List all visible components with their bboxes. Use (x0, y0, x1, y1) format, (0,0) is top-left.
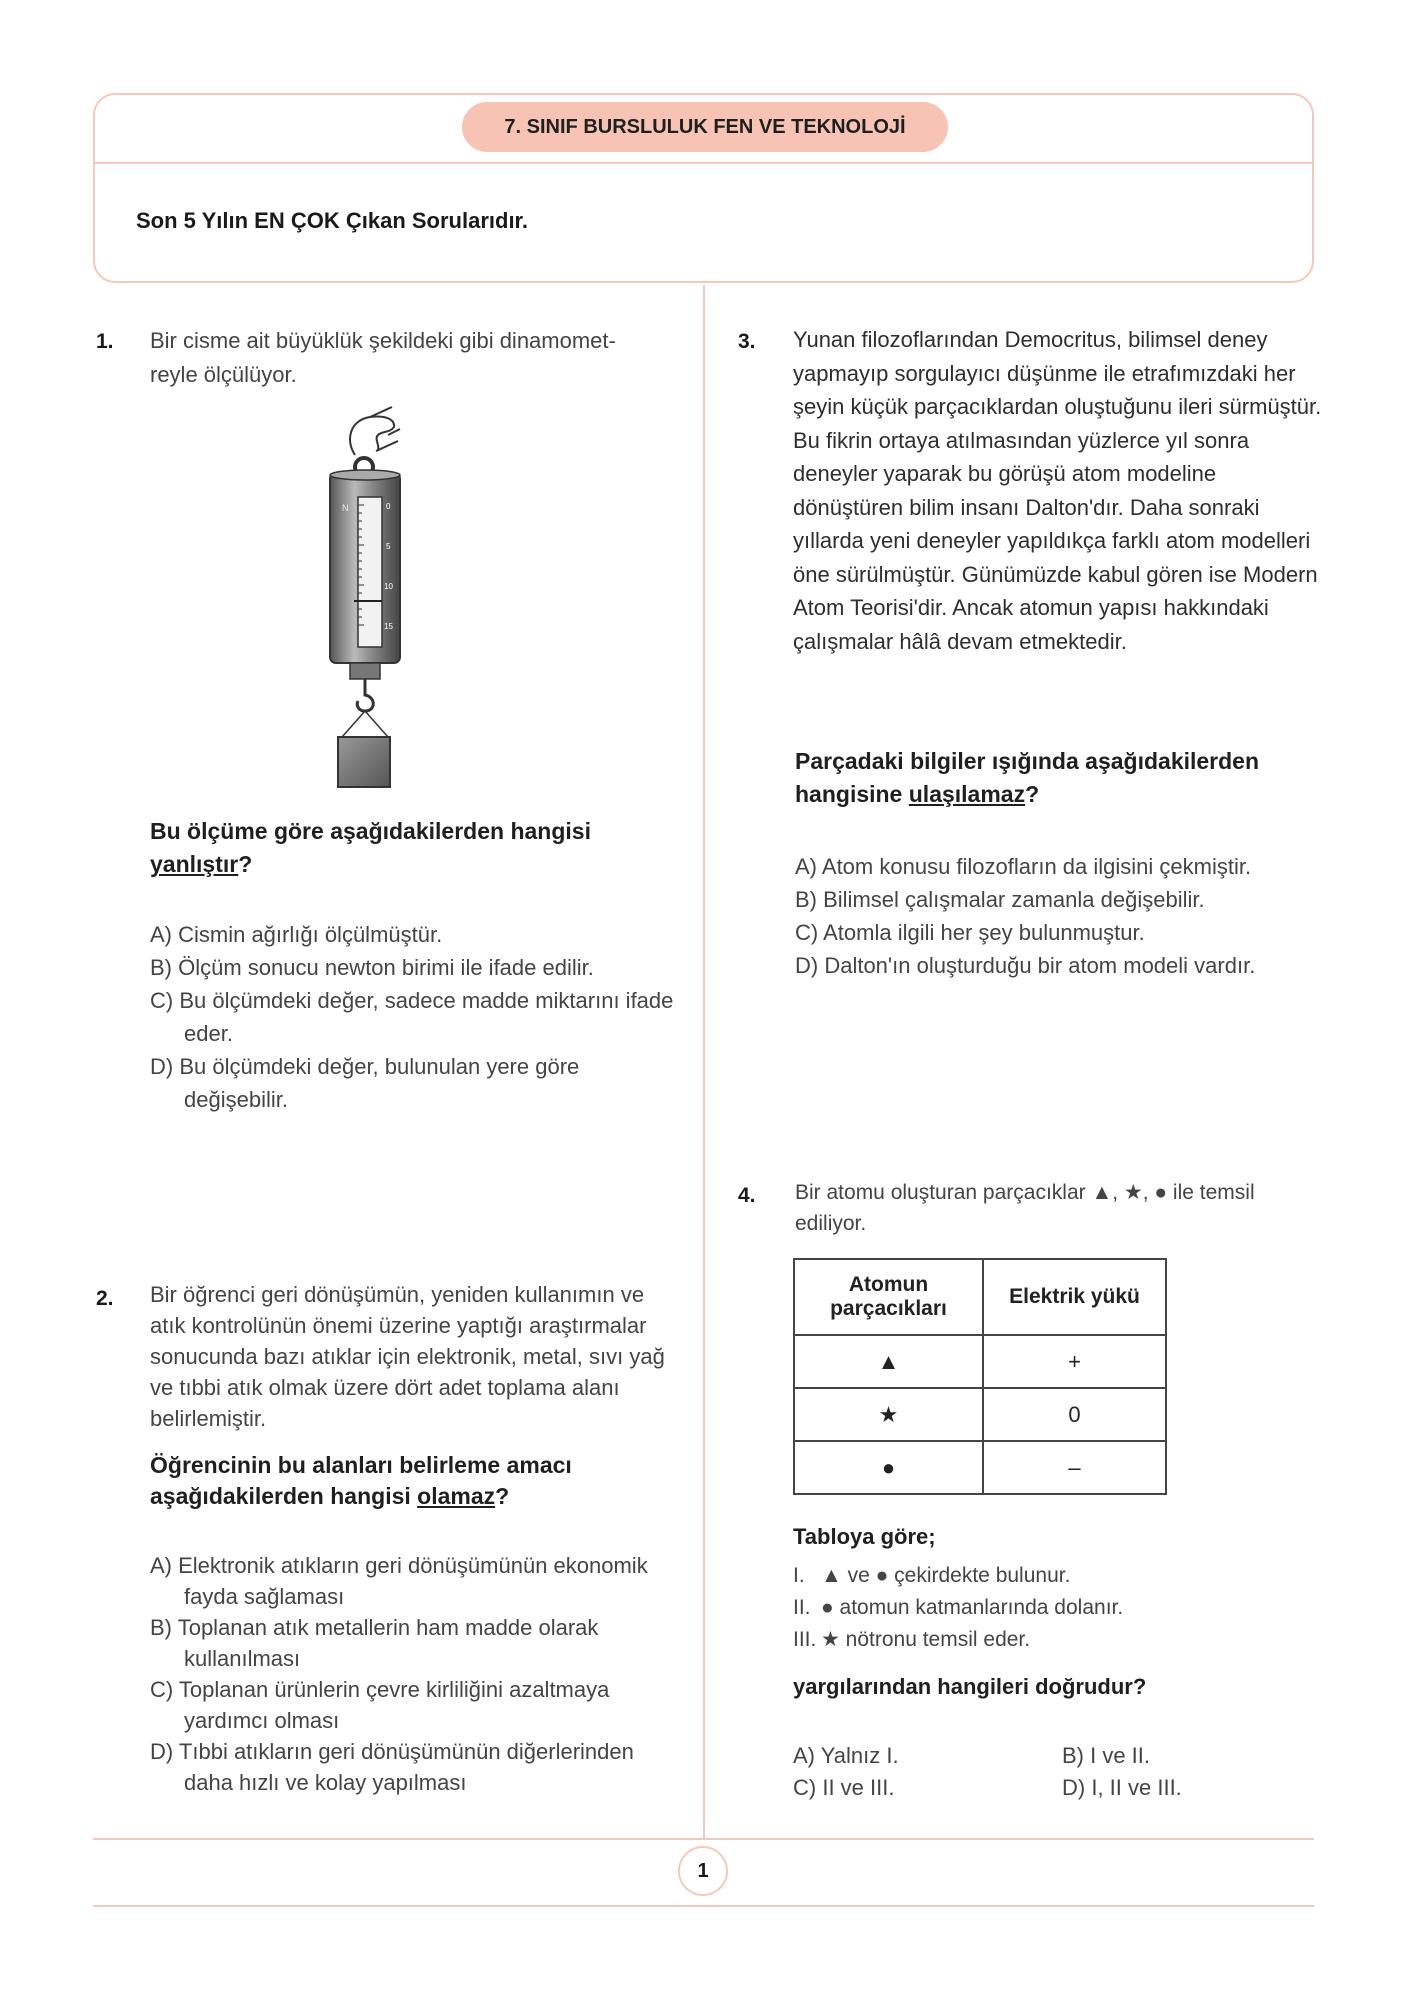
option-c[interactable]: C) II ve III. (793, 1775, 895, 1800)
question-prompt (795, 745, 1295, 811)
question-prompt-text: Bu ölçüme göre aşağıdakilerden hangisi (150, 818, 591, 844)
charge-value: 0 (983, 1388, 1166, 1441)
page-number: 1 (678, 1846, 728, 1896)
question-mark: ? (238, 851, 253, 877)
particle-symbol: ● (794, 1441, 983, 1494)
table-header: Atomun parçacıkları (794, 1259, 983, 1335)
answer-options (795, 850, 1315, 982)
hand-icon (350, 407, 400, 455)
table-header: Elektrik yükü (983, 1259, 1166, 1335)
statement-text: ● atomun katmanlarında dolanır. (821, 1596, 1124, 1619)
option-a[interactable]: A) Cismin ağırlığı ölçülmüştür. (150, 922, 443, 947)
question-text: Bir atomu oluşturan parçacıklar ▲, ★, ● ile temsil ediliyor. (795, 1181, 1255, 1235)
column-divider (703, 285, 705, 1840)
option-d[interactable]: D) Bu ölçümdeki değer, bulunulan yere göre değişebilir. (150, 1054, 580, 1112)
option-c[interactable]: C) Bu ölçümdeki değer, sadece madde miktarını ifade eder. (150, 988, 674, 1046)
question-text-line: Bir cisme ait büyüklük şekildeki gibi dinamomet- (150, 328, 616, 353)
page-subtitle: Son 5 Yılın EN ÇOK Çıkan Sorularıdır. (136, 208, 529, 233)
question-keyword: ulaşılamaz (908, 781, 1026, 807)
table-row (794, 1388, 1166, 1441)
question-prompt-text: Öğrencinin bu alanları belirleme amacı aşağıdakilerden hangisi (150, 1452, 572, 1509)
table-intro: Tabloya göre; (793, 1524, 936, 1549)
question-prompt (150, 1450, 675, 1512)
table-row (794, 1335, 1166, 1388)
roman-numeral: I. (793, 1564, 805, 1587)
dynamometer-figure (300, 405, 440, 805)
question-text: Bir öğrenci geri dönüşümün, yeniden kullanımın ve atık kontrolünün önemi üzerine yaptığı araştırmalar sonucunda bazı atıklar için elektronik, metal, sıvı yağ ve tıbbi atık olmak üzere dört adet toplama alanı belirlemiştir. (150, 1282, 665, 1431)
question-prompt-text: Parçadaki bilgiler ışığında aşağıdakilerden hangisine (795, 748, 1260, 807)
answer-options (150, 1550, 675, 1798)
option-b[interactable]: B) Ölçüm sonucu newton birimi ile ifade edilir. (150, 955, 594, 980)
scale-label: 5 (386, 542, 391, 551)
statement (793, 1624, 1313, 1656)
option-c[interactable]: C) Toplanan ürünlerin çevre kirliliğini azaltmaya yardımcı olması (150, 1677, 610, 1733)
statement (793, 1592, 1313, 1624)
scale-label: 10 (384, 582, 393, 591)
scale-label: 15 (384, 622, 393, 631)
option-b[interactable]: B) Bilimsel çalışmalar zamanla değişebilir. (795, 887, 1205, 912)
question-number: 4. (738, 1184, 756, 1207)
roman-numeral: III. (793, 1628, 817, 1651)
question-text (150, 324, 680, 391)
footer-divider (93, 1838, 1314, 1840)
statement-text: ▲ ve ● çekirdekte bulunur. (821, 1564, 1071, 1587)
question-prompt (150, 815, 670, 881)
footer-divider (93, 1905, 1314, 1907)
answer-options (150, 918, 680, 1116)
scale-unit-label: N (342, 503, 349, 513)
question-number: 1. (96, 330, 114, 353)
weight-block (338, 737, 390, 787)
option-a[interactable]: A) Yalnız I. (793, 1743, 899, 1768)
question-number: 3. (738, 330, 756, 353)
question-keyword: yanlıştır (150, 851, 239, 877)
option-d[interactable]: D) Tıbbi atıkların geri dönüşümünün diğerlerinden daha hızlı ve kolay yapılması (150, 1739, 634, 1795)
particle-symbol: ★ (794, 1388, 983, 1441)
question-mark: ? (495, 1483, 510, 1509)
statement-text: ★ nötronu temsil eder. (821, 1628, 1031, 1651)
option-b[interactable]: B) I ve II. (1062, 1743, 1151, 1768)
table-row (794, 1441, 1166, 1494)
header-divider (95, 162, 1312, 164)
scale-label: 0 (386, 502, 391, 511)
question-prompt: yargılarından hangileri doğrudur? (793, 1674, 1147, 1699)
particle-symbol: ▲ (794, 1335, 983, 1388)
page-title: 7. SINIF BURSLULUK FEN VE TEKNOLOJİ (462, 102, 948, 152)
option-d[interactable]: D) I, II ve III. (1062, 1775, 1182, 1800)
option-a[interactable]: A) Atom konusu filozofların da ilgisini çekmiştir. (795, 854, 1252, 879)
charge-value: + (983, 1335, 1166, 1388)
question-text-line: reyle ölçülüyor. (150, 361, 297, 387)
option-a[interactable]: A) Elektronik atıkların geri dönüşümünün ekonomik fayda sağlaması (150, 1553, 648, 1609)
option-c[interactable]: C) Atomla ilgili her şey bulunmuştur. (795, 920, 1145, 945)
question-text: Yunan filozoflarından Democritus, bilimsel deney yapmayıp sorgulayıcı düşünme ile etrafımızdaki her şeyin küçük parçacıklardan oluştuğunu ileri sürmüştür. Bu fikrin ortaya atılmasından yüzlerce yıl sonra deneyler yaparak bu görüşü atom modeline dönüştüren bilim insanı Dalton'dır. Daha sonraki yıllarda yeni deneyler yapıldıkça farklı atom modelleri öne sürülmüştür. Günümüzde kabul gören ise Modern Atom Teorisi'dir. Ancak atomun yapısı hakkındaki çalışmalar hâlâ devam etmektedir. (793, 327, 1322, 654)
option-d[interactable]: D) Dalton'ın oluşturduğu bir atom modeli vardır. (795, 953, 1256, 978)
charge-value: – (983, 1441, 1166, 1494)
roman-numeral: II. (793, 1596, 811, 1619)
particle-table (793, 1258, 1167, 1495)
question-number: 2. (96, 1287, 114, 1310)
statements-list (793, 1560, 1313, 1656)
question-keyword: olamaz (417, 1483, 496, 1509)
question-mark: ? (1025, 781, 1040, 807)
statement (793, 1560, 1313, 1592)
option-b[interactable]: B) Toplanan atık metallerin ham madde olarak kullanılması (150, 1615, 599, 1671)
hook-icon (357, 679, 373, 711)
